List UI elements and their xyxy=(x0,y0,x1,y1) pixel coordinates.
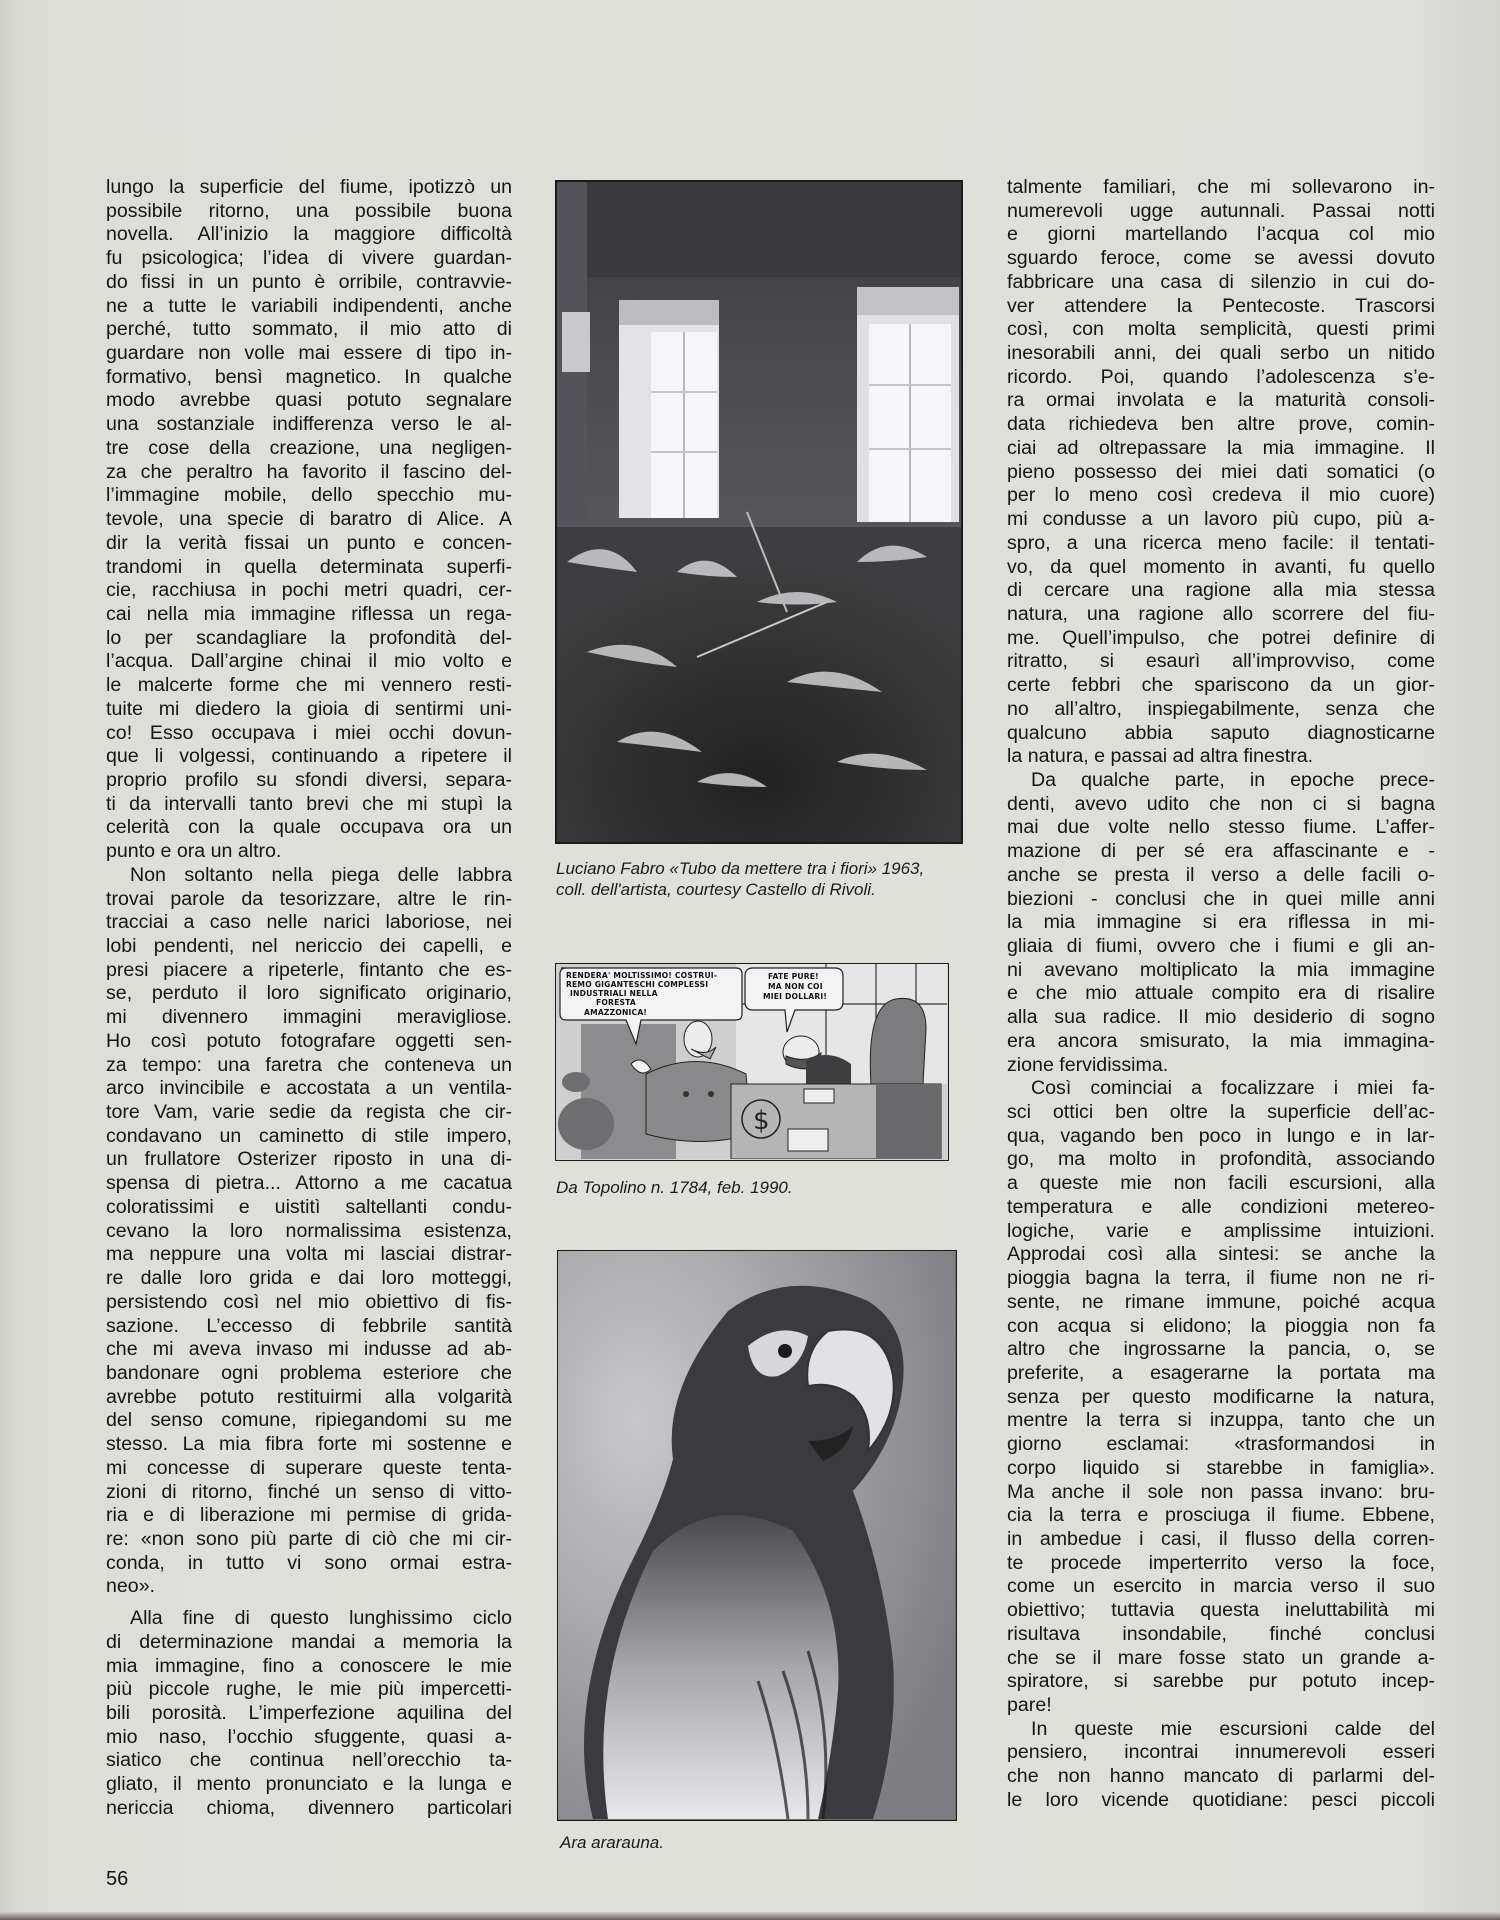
bubble-line: RENDERA' MOLTISSIMO! COSTRUI- xyxy=(566,971,718,980)
text-line: lo per scandagliare la profondità del- xyxy=(106,626,512,649)
text-line: modo avrebbe quasi potuto segnalare xyxy=(106,389,512,412)
text-line: tevole, una specie di baratro di Alice. A xyxy=(106,508,512,531)
text-line: lungo la superficie del fiume, ipotizzò un xyxy=(106,176,512,198)
text-line: ne a tutte le variabili indipendenti, anche xyxy=(106,294,512,317)
text-line: natura, una ragione allo scorrere del fiu- xyxy=(1007,602,1435,625)
bubble-line: FATE PURE! xyxy=(768,972,819,981)
text-line: tuite mi diedero la gioia di sentirmi uni- xyxy=(106,697,512,720)
text-line: mio naso, l’occhio sfuggente, quasi a- xyxy=(106,1725,512,1748)
text-line: pensiero, incontrai innumerevoli esseri xyxy=(1007,1741,1435,1764)
text-line: mai due volte nello stesso fiume. L’affer- xyxy=(1007,816,1435,839)
text-line: condavano un caminetto di stile impero, xyxy=(106,1124,512,1147)
text-line: cevano la loro normalissima esistenza, xyxy=(106,1219,512,1242)
text-line: biezioni - conclusi che in quei mille anni xyxy=(1007,887,1435,910)
text-line: no all’altro, inspiegabilmente, senza che xyxy=(1007,697,1435,720)
text-line: la natura, e passai ad altra finestra. xyxy=(1007,745,1314,768)
text-column-left xyxy=(106,176,512,1821)
text-line: arco invincibile e accostata a un ventila- xyxy=(106,1077,512,1100)
text-line: sente, ne rimane immune, poiché acqua xyxy=(1007,1290,1435,1313)
text-line: mia immagine, fino a conoscere le mie xyxy=(106,1654,512,1677)
text-line: denti, avevo udito che non ci si bagna xyxy=(1007,792,1435,815)
parrot-photo xyxy=(557,1250,957,1821)
text-line: ria e di liberazione mi permise di grida- xyxy=(106,1504,512,1527)
page-bottom-edge xyxy=(0,1912,1500,1920)
text-line: do fissi in un punto è orribile, contravvie- xyxy=(106,270,512,293)
text-line: perché, tutto sommato, il mio atto di xyxy=(106,318,512,341)
text-line: punto e ora un altro. xyxy=(106,840,282,863)
text-line: con acqua si elidono; la pioggia non fa xyxy=(1007,1314,1435,1337)
text-line: risultava insondabile, finché conclusi xyxy=(1007,1622,1435,1645)
comic-image xyxy=(556,964,947,1159)
text-line: di cercare una ragione alla mia stessa xyxy=(1007,579,1435,602)
bubble-line: INDUSTRIALI NELLA xyxy=(570,989,658,998)
text-line: preferite, a esagerarne la portata ma xyxy=(1007,1361,1435,1384)
text-line: e che mio attuale compito era di risalire xyxy=(1007,982,1435,1005)
text-line: formativo, bensì magnetico. In qualche xyxy=(106,365,512,388)
text-line: nericcia chioma, divennero particolari xyxy=(106,1796,512,1819)
text-line: spensa di pietra... Attorno a me cacatua xyxy=(106,1172,512,1195)
text-line: mi condusse a un lavoro più cupo, più a- xyxy=(1007,508,1435,531)
text-line: mi divennero immagini meravigliose. xyxy=(106,1006,512,1029)
text-line: corpo liquido si starebbe in famiglia». xyxy=(1007,1456,1435,1479)
text-line: cia la terra e prosciuga il fiume. Ebbene, xyxy=(1007,1504,1435,1527)
bubble-line: FORESTA xyxy=(596,998,637,1007)
text-line: avrebbe potuto restituirmi alla volgarità xyxy=(106,1385,512,1408)
text-line: vo, da quel momento in avanti, fu quello xyxy=(1007,555,1435,578)
text-line: Ma anche il sole non passa invano: bru- xyxy=(1007,1480,1435,1503)
text-line: go, ma molto in profondità, associando xyxy=(1007,1148,1435,1171)
text-line: fabbricare una casa di silenzio in cui do- xyxy=(1007,270,1435,293)
text-line: alla sua radice. Il mio desiderio di sogno xyxy=(1007,1006,1435,1029)
text-line: del senso comune, ripiegandomi su me xyxy=(106,1409,512,1432)
text-line: in ambedue i casi, il flusso della corren- xyxy=(1007,1527,1435,1550)
text-line: temperatura e alle condizioni metereo- xyxy=(1007,1195,1435,1218)
text-line: spro, a una ricerca meno facile: il tentati- xyxy=(1007,531,1435,554)
text-line: ra ormai involata e la maturità consoli- xyxy=(1007,389,1435,412)
text-line: pioggia bagna la terra, il fiume non ne ri- xyxy=(1007,1267,1435,1290)
text-line: la mia immagine si era riflessa in mi- xyxy=(1007,911,1435,934)
comic-caption: Da Topolino n. 1784, feb. 1990. xyxy=(556,1178,793,1197)
parrot-photo-image xyxy=(558,1251,955,1819)
bubble-line: AMAZZONICA! xyxy=(584,1008,648,1017)
text-line: che se il mare fosse stato un grande a- xyxy=(1007,1646,1435,1669)
text-line: a queste mie non facili escursioni, alla xyxy=(1007,1172,1435,1195)
text-line: una sostanziale indifferenza verso le al- xyxy=(106,413,512,436)
text-line: numerevoli ugge autunnali. Passai notti xyxy=(1007,199,1435,222)
text-line: le malcerte forme che mi vennero resti- xyxy=(106,674,512,697)
caption-line: coll. dell'artista, courtesy Castello di Rivoli. xyxy=(556,880,876,899)
text-line: tracciai a caso nelle narici laboriose, nei xyxy=(106,911,512,934)
text-line: sci ottici ben oltre la superficie dell’ac- xyxy=(1007,1101,1435,1124)
text-line: ma neppure una volta mi lasciai distrar- xyxy=(106,1243,512,1266)
text-line: ricordo. Poi, quando l’adolescenza s’e- xyxy=(1007,365,1435,388)
text-line: cie, racchiusa in pochi metri quadri, cer- xyxy=(106,579,512,602)
interior-photo-image xyxy=(557,182,961,842)
text-line: che non hanno mancato di parlarmi del- xyxy=(1007,1765,1435,1788)
text-line: presi piacere a ripeterle, fintanto che es- xyxy=(106,958,512,981)
text-line: logiche, varie e amplissime intuizioni. xyxy=(1007,1219,1435,1242)
text-line: tre cose della creazione, una negligen- xyxy=(106,436,512,459)
text-line: Da qualche parte, in epoche prece- xyxy=(1031,768,1435,791)
left-window xyxy=(619,300,719,518)
comic-panel xyxy=(555,963,949,1161)
text-line: mentre la terra si inzuppa, tanto che un xyxy=(1007,1409,1435,1432)
text-line: qua, vagando ben poco in lungo e in lar- xyxy=(1007,1124,1435,1147)
text-line: celerità con la quale occupava ora un xyxy=(106,816,512,839)
text-line: fu psicologica; l’idea di vivere guardan- xyxy=(106,247,512,270)
text-line: za tempo: una faretra che conteneva un xyxy=(106,1053,512,1076)
text-line: proprio profilo su sfondi diversi, separa- xyxy=(106,768,512,791)
text-line: obiettivo; tuttavia questa ineluttabilità mi xyxy=(1007,1599,1435,1622)
text-line: co! Esso occupava i miei occhi dovun- xyxy=(106,721,512,744)
text-line: un frullatore Osterizer riposto in una di- xyxy=(106,1148,512,1171)
text-line: mazione di per sé era affascinante e - xyxy=(1007,840,1435,863)
interior-photo xyxy=(555,180,963,844)
text-line: pare! xyxy=(1007,1694,1052,1716)
text-line: senza per questo modificarne la natura, xyxy=(1007,1385,1435,1408)
text-line: spiratore, si sarebbe pur potuto incep- xyxy=(1007,1670,1435,1693)
text-line: inesorabili anni, dei quali serbo un nitido xyxy=(1007,342,1435,365)
text-column-right xyxy=(1007,176,1435,1813)
text-line: altro che ingrossarne la pancia, o, se xyxy=(1007,1338,1435,1361)
text-line: lobi pendenti, nel nericcio dei capelli, e xyxy=(106,935,512,957)
text-line: di determinazione mandai a memoria la xyxy=(106,1630,512,1653)
text-line: ti da intervalli tanto brevi che mi stupì la xyxy=(106,792,512,815)
dollar-sign-icon: $ xyxy=(753,1106,770,1136)
text-line: sguardo feroce, come se avessi dovuto xyxy=(1007,247,1435,270)
text-line: me. Quell’impulso, che potrei definire di xyxy=(1007,626,1435,649)
text-line: e giorni martellando l’acqua col mio xyxy=(1007,223,1435,246)
text-line: re dalle loro grida e dai loro motteggi, xyxy=(106,1267,512,1290)
text-line: l’acqua. Dall’argine chinai il mio volto e xyxy=(106,650,512,673)
text-line: ni avevano moltiplicato la mia immagine xyxy=(1007,958,1435,981)
text-line: Così cominciai a focalizzare i miei fa- xyxy=(1031,1077,1435,1100)
text-line: trovai parole da tesorizzare, altre le rin- xyxy=(106,887,512,910)
text-line: tore Vam, varie sedie da regista che cir- xyxy=(106,1101,512,1124)
text-line: se, perduto il loro significato originario, xyxy=(106,982,512,1005)
text-line: giorno esclamai: «trasformandosi in xyxy=(1007,1433,1435,1456)
text-line: per lo meno così credeva il mio cuore) xyxy=(1007,484,1435,507)
text-line: za che peraltro ha favorito il fascino del- xyxy=(106,460,512,483)
right-window xyxy=(857,287,959,522)
text-line: bili porosità. L’imperfezione aquilina del xyxy=(106,1702,512,1724)
text-line: così, con molta semplicità, questi primi xyxy=(1007,318,1435,341)
text-line: siatico che continua nell’orecchio ta- xyxy=(106,1749,512,1772)
text-line: re: «non sono più parte di ciò che mi cir- xyxy=(106,1527,512,1550)
text-line: gliato, il mento pronunciato e la lunga e xyxy=(106,1773,512,1796)
text-line: cai nella mia immagine riflessa un rega- xyxy=(106,602,512,625)
text-line: possibile ritorno, una possibile buona xyxy=(106,199,512,222)
text-line: In queste mie escursioni calde del xyxy=(1031,1717,1435,1740)
text-line: ritratto, si esaurì all’improvviso, come xyxy=(1007,650,1435,673)
text-line: talmente familiari, che mi sollevarono in- xyxy=(1007,176,1435,198)
text-line: dir la verità fissai un punto e concen- xyxy=(106,531,512,554)
caption-line: Luciano Fabro «Tubo da mettere tra i fiori» 1963, xyxy=(556,859,925,878)
bubble-line: MA NON COI xyxy=(768,982,823,991)
paragraph-spacer xyxy=(106,1599,512,1607)
text-line: gliaia di fiumi, ovvero che i fiumi e gli an- xyxy=(1007,935,1435,957)
text-line: te procede imperterrito verso la foce, xyxy=(1007,1551,1435,1574)
parrot-photo-caption: Ara ararauna. xyxy=(560,1833,664,1852)
text-line: novella. All’inizio la maggiore difficoltà xyxy=(106,223,512,246)
text-line: era ancora smisurato, la mia immagina- xyxy=(1007,1029,1435,1052)
text-line: guardare non volle mai essere di tipo in- xyxy=(106,342,512,365)
text-line: pieno possesso dei miei dati somatici (o xyxy=(1007,460,1435,483)
text-line: le loro vicende quotidiane: pesci piccoli xyxy=(1007,1788,1435,1811)
text-line: sazione. L’eccesso di febbrile santità xyxy=(106,1314,512,1337)
text-line: certe febbri che spariscono da un gior- xyxy=(1007,674,1435,697)
text-line: data richiedeva ben altre prove, comin- xyxy=(1007,413,1435,436)
text-line: anche se presta il verso a delle facili o- xyxy=(1007,863,1435,886)
text-line: Approdai così alla sintesi: se anche la xyxy=(1007,1243,1435,1266)
text-line: zioni di ritorno, finché un senso di vitto- xyxy=(106,1480,512,1503)
bubble-line: MIEI DOLLARI! xyxy=(763,992,828,1001)
text-line: zione fervidissima. xyxy=(1007,1053,1169,1076)
text-line: conda, in tutto vi sono ormai estra- xyxy=(106,1551,512,1574)
text-line: neo». xyxy=(106,1575,156,1598)
text-line: più piccole rughe, le mie più impercetti- xyxy=(106,1678,512,1701)
text-line: Non soltanto nella piega delle labbra xyxy=(130,863,512,886)
text-line: Ho così potuto fotografare oggetti sen- xyxy=(106,1029,512,1052)
text-line: persistendo così nel mio obiettivo di fis- xyxy=(106,1290,512,1313)
interior-photo-caption xyxy=(556,858,924,900)
text-line: qualcuno abbia saputo diagnosticarne xyxy=(1007,721,1435,744)
text-line: stesso. La mia fibra forte mi sostenne e xyxy=(106,1433,512,1456)
text-line: l’immagine mobile, dello specchio mu- xyxy=(106,484,512,507)
page-number: 56 xyxy=(106,1868,129,1890)
text-line: mi concesse di superare queste tenta- xyxy=(106,1456,512,1479)
text-line: coloratissimi e uistitì saltellanti condu- xyxy=(106,1195,512,1218)
text-line: trandomi in quella determinata superfi- xyxy=(106,555,512,578)
text-line: come un esercito in marcia verso il suo xyxy=(1007,1575,1435,1598)
text-line: ver attendere la Pentecoste. Trascorsi xyxy=(1007,294,1435,317)
bubble-line: REMO GIGANTESCHI COMPLESSI xyxy=(566,980,709,989)
text-line: che mi aveva invaso mi indusse ad ab- xyxy=(106,1338,512,1361)
desk xyxy=(731,1084,941,1159)
text-line: ciai ad oltrepassare la mia immagine. Il xyxy=(1007,436,1435,459)
text-line: Alla fine di questo lunghissimo ciclo xyxy=(130,1607,512,1630)
text-line: que li volgessi, continuando a ripetere il xyxy=(106,745,512,768)
text-line: bandonare ogni problema esteriore che xyxy=(106,1361,512,1384)
